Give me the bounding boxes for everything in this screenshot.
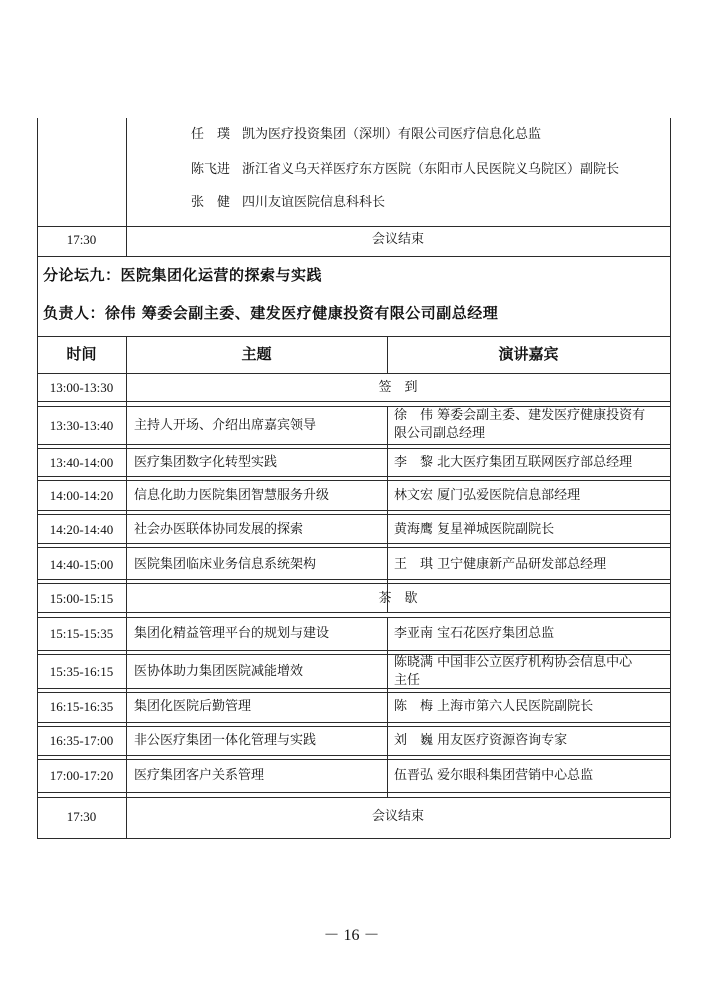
row-topic: 社会办医联体协同发展的探索 — [134, 522, 304, 537]
row-speaker: 伍晋弘 爱尔眼科集团营销中心总监 — [394, 768, 594, 783]
row-time: 14:20-14:40 — [49, 522, 114, 537]
speaker-3-title: 四川友谊医院信息科科长 — [242, 195, 386, 210]
speaker-1-title: 凯为医疗投资集团（深圳）有限公司医疗信息化总监 — [242, 127, 542, 142]
row-topic: 集团化医院后勤管理 — [134, 699, 252, 714]
row-speaker: 李 黎 北大医疗集团互联网医疗部总经理 — [394, 455, 633, 470]
row-time: 17:00-17:20 — [49, 768, 114, 783]
speaker-2-title: 浙江省义乌天祥医疗东方医院（东阳市人民医院义乌院区）副院长 — [242, 162, 620, 177]
forum-lead: 负责人：徐伟 筹委会副主委、建发医疗健康投资有限公司副总经理 — [43, 304, 499, 322]
top-end-label: 会议结束 — [371, 232, 424, 247]
row-time: 13:30-13:40 — [49, 418, 114, 433]
row-time: 15:00-15:15 — [49, 591, 114, 606]
end-label: 会议结束 — [371, 809, 424, 824]
row-speaker: 徐 伟 筹委会副主委、建发医疗健康投资有 — [394, 408, 646, 423]
header-topic: 主题 — [241, 345, 272, 363]
row-speaker-cont: 限公司副总经理 — [394, 426, 486, 441]
row-time: 13:00-13:30 — [49, 380, 114, 395]
page-number: － 16 － — [323, 927, 380, 944]
row-speaker: 李亚南 宝石花医疗集团总监 — [394, 626, 555, 641]
end-time: 17:30 — [66, 809, 97, 824]
row-time: 15:35-16:15 — [49, 664, 114, 679]
row-speaker: 黄海鹰 复星禅城医院副院长 — [394, 522, 555, 537]
row-speaker: 刘 巍 用友医疗资源咨询专家 — [394, 733, 568, 748]
row-time: 14:40-15:00 — [49, 557, 114, 572]
row-topic: 集团化精益管理平台的规划与建设 — [134, 626, 330, 641]
row-speaker: 陈晓满 中国非公立医疗机构协会信息中心 — [394, 655, 633, 670]
forum-title: 分论坛九：医院集团化运营的探索与实践 — [43, 266, 323, 284]
row-speaker: 陈 梅 上海市第六人民医院副院长 — [394, 699, 594, 714]
row-span-label: 茶 歇 — [378, 591, 418, 606]
row-topic: 主持人开场、介绍出席嘉宾领导 — [134, 418, 317, 433]
header-time: 时间 — [66, 345, 97, 363]
speaker-1-name: 任 璞 — [191, 127, 231, 142]
row-time: 16:15-16:35 — [49, 699, 114, 714]
row-time: 14:00-14:20 — [49, 488, 114, 503]
row-speaker: 林文宏 厦门弘爱医院信息部经理 — [394, 488, 581, 503]
row-topic: 医院集团临床业务信息系统架构 — [134, 557, 317, 572]
row-topic: 医协体助力集团医院减能增效 — [134, 664, 304, 679]
row-speaker-cont: 主任 — [394, 673, 421, 688]
row-topic: 信息化助力医院集团智慧服务升级 — [134, 488, 330, 503]
header-speaker: 演讲嘉宾 — [498, 345, 559, 363]
row-time: 15:15-15:35 — [49, 626, 114, 641]
row-topic: 医疗集团客户关系管理 — [134, 768, 265, 783]
speaker-3-name: 张 健 — [191, 195, 231, 210]
speaker-2-name: 陈飞进 — [191, 162, 231, 177]
row-span-label: 签 到 — [378, 380, 418, 395]
row-topic: 医疗集团数字化转型实践 — [134, 455, 278, 470]
row-topic: 非公医疗集团一体化管理与实践 — [134, 733, 317, 748]
row-time: 13:40-14:00 — [49, 455, 114, 470]
row-time: 16:35-17:00 — [49, 733, 114, 748]
row-speaker: 王 琪 卫宁健康新产品研发部总经理 — [394, 557, 607, 572]
top-end-time: 17:30 — [66, 232, 97, 247]
